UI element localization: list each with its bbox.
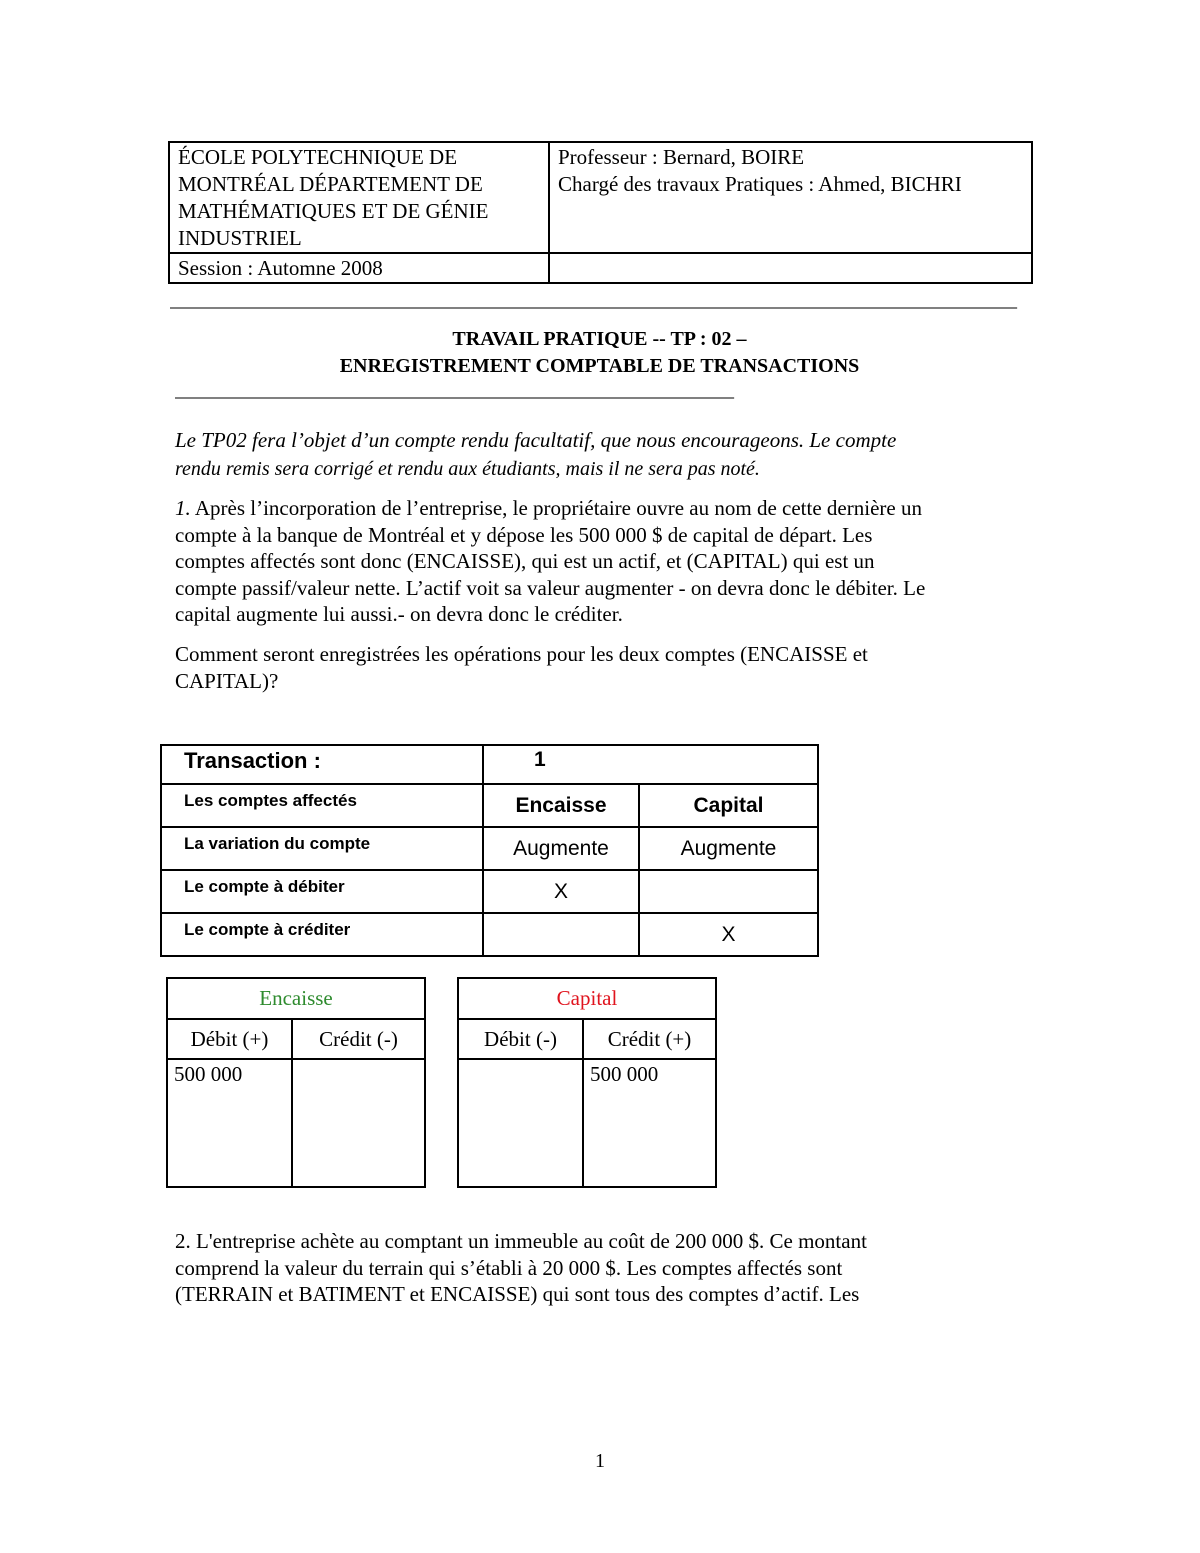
t-account-capital (457, 977, 717, 1188)
variation-value: Augmente (483, 827, 639, 870)
professor-text: Professeur : Bernard, BOIRE (558, 145, 805, 169)
title-line-2: ENREGISTREMENT COMPTABLE DE TRANSACTIONS (339, 355, 860, 377)
variation-value: Augmente (639, 827, 818, 870)
t-account-name: Capital (458, 978, 716, 1019)
divider-line: ______________________________________________________________ (175, 380, 733, 400)
t-account-name: Encaisse (167, 978, 425, 1019)
row-label: Le compte à débiter (161, 870, 483, 913)
q1-line: capital augmente lui aussi.- on devra donc le créditer. (175, 602, 623, 626)
debit-mark: X (483, 870, 639, 913)
empty-cell (549, 253, 1032, 283)
transaction-label: Transaction : (161, 745, 483, 784)
t-account-debit-value: 500 000 (167, 1059, 292, 1187)
t-account-credit-value (292, 1059, 425, 1187)
school-line: MATHÉMATIQUES ET DE GÉNIE (178, 199, 489, 223)
session-text: Session : Automne 2008 (169, 253, 549, 283)
intro-line: rendu remis sera corrigé et rendu aux étudiants, mais il ne sera pas noté. (175, 458, 760, 480)
credit-mark (483, 913, 639, 956)
transaction-table (160, 744, 819, 957)
q1-number: 1. (175, 496, 191, 520)
staff-cell (549, 142, 1032, 253)
t-account-debit-value (458, 1059, 583, 1187)
t-account-encaisse (166, 977, 426, 1188)
page-number: 1 (595, 1450, 605, 1472)
t-account-credit-head: Crédit (-) (292, 1019, 425, 1059)
header-table (168, 141, 1033, 284)
ta-text: Chargé des travaux Pratiques : Ahmed, BICHRI (558, 172, 962, 196)
q1-line: comptes affectés sont donc (ENCAISSE), qui est un actif, et (CAPITAL) qui est un (175, 549, 875, 573)
t-account-credit-head: Crédit (+) (583, 1019, 716, 1059)
divider-line: ______________________________________________________________________________________________ (170, 290, 1016, 310)
q2-line: (TERRAIN et BATIMENT et ENCAISSE) qui sont tous des comptes d’actif. Les (175, 1282, 860, 1306)
q1-line: compte passif/valeur nette. L’actif voit sa valeur augmenter - on devra donc le débiter. Le (175, 576, 926, 600)
q1-line: compte à la banque de Montréal et y dépose les 500 000 $ de capital de départ. Les (175, 523, 873, 547)
t-account-debit-head: Débit (+) (167, 1019, 292, 1059)
school-line: MONTRÉAL DÉPARTEMENT DE (178, 172, 483, 196)
q1-text: Après l’incorporation de l’entreprise, le propriétaire ouvre au nom de cette dernière un (194, 496, 922, 520)
row-label: Le compte à créditer (161, 913, 483, 956)
title-line-1: TRAVAIL PRATIQUE -- TP : 02 – (452, 328, 747, 350)
school-cell (169, 142, 549, 253)
row-label: Les comptes affectés (161, 784, 483, 827)
school-line: INDUSTRIEL (178, 226, 302, 250)
transaction-number: 1 (483, 745, 818, 784)
q2-line: 2. L'entreprise achète au comptant un immeuble au coût de 200 000 $. Ce montant (175, 1229, 867, 1253)
t-account-debit-head: Débit (-) (458, 1019, 583, 1059)
credit-mark: X (639, 913, 818, 956)
t-account-credit-value: 500 000 (583, 1059, 716, 1187)
school-line: ÉCOLE POLYTECHNIQUE DE (178, 145, 458, 169)
account-header: Capital (639, 784, 818, 827)
intro-line: Le TP02 fera l’objet d’un compte rendu facultatif, que nous encourageons. Le compte (175, 428, 897, 452)
account-header: Encaisse (483, 784, 639, 827)
row-label: La variation du compte (161, 827, 483, 870)
q1-question: Comment seront enregistrées les opérations pour les deux comptes (ENCAISSE et (175, 642, 868, 666)
q2-line: comprend la valeur du terrain qui s’établi à 20 000 $. Les comptes affectés sont (175, 1256, 843, 1280)
q1-line (175, 495, 1035, 522)
q1-question: CAPITAL)? (175, 669, 279, 693)
debit-mark (639, 870, 818, 913)
